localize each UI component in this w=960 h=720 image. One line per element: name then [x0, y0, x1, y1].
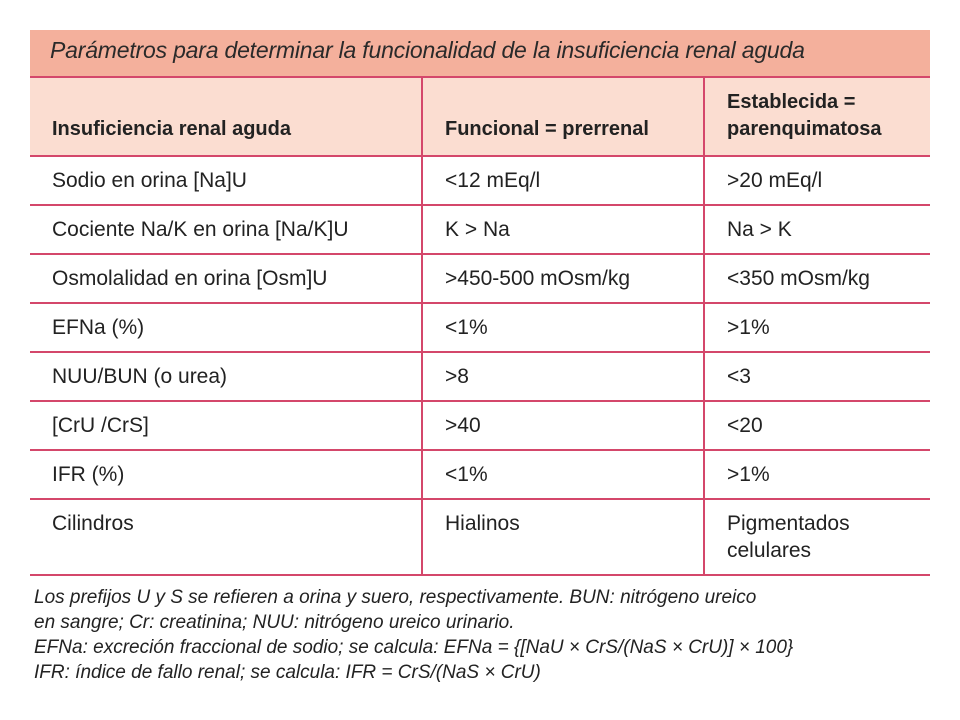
row-label: EFNa (%) [30, 303, 422, 352]
table-row [30, 352, 930, 401]
cell-funcional: <1% [422, 450, 704, 499]
cell-establecida: <350 mOsm/kg [704, 254, 930, 303]
cell-funcional: <12 mEq/l [422, 156, 704, 205]
table-row [30, 499, 930, 575]
row-label: Sodio en orina [Na]U [30, 156, 422, 205]
table-row [30, 303, 930, 352]
cell-establecida: >1% [704, 303, 930, 352]
footnote-line: IFR: índice de fallo renal; se calcula: IFR = CrS/(NaS × CrU) [34, 662, 541, 683]
footnote-line: en sangre; Cr: creatinina; NUU: nitrógeno ureico urinario. [34, 612, 515, 633]
cell-funcional: >450-500 mOsm/kg [422, 254, 704, 303]
cell-establecida: >1% [704, 450, 930, 499]
header-establecida: Establecida = parenquimatosa [704, 78, 930, 156]
table-row [30, 401, 930, 450]
row-label: Osmolalidad en orina [Osm]U [30, 254, 422, 303]
row-label: IFR (%) [30, 450, 422, 499]
cell-establecida: Na > K [704, 205, 930, 254]
cell-establecida: >20 mEq/l [704, 156, 930, 205]
row-label: [CrU /CrS] [30, 401, 422, 450]
cell-funcional: >40 [422, 401, 704, 450]
table-row [30, 254, 930, 303]
header-irá: Insuficiencia renal aguda [30, 78, 422, 156]
footnote-line: Los prefijos U y S se refieren a orina y suero, respectivamente. BUN: nitrógeno ureico [34, 587, 757, 608]
row-label: Cociente Na/K en orina [Na/K]U [30, 205, 422, 254]
row-label: NUU/BUN (o urea) [30, 352, 422, 401]
header-row [30, 78, 930, 156]
table-footnotes [34, 585, 934, 685]
row-label: Cilindros [30, 499, 422, 575]
cell-establecida: <20 [704, 401, 930, 450]
cell-funcional: <1% [422, 303, 704, 352]
table-title-bar [30, 30, 930, 78]
footnote-line: EFNa: excreción fraccional de sodio; se calcula: EFNa = {[NaU × CrS/(NaS × CrU)] × 100} [34, 637, 794, 658]
renal-parameters-table [30, 78, 930, 576]
cell-funcional: >8 [422, 352, 704, 401]
table-title: Parámetros para determinar la funcionalidad de la insuficiencia renal aguda [50, 37, 805, 63]
cell-establecida: Pigmentados celulares [704, 499, 930, 575]
table-row [30, 450, 930, 499]
cell-establecida: <3 [704, 352, 930, 401]
table-row [30, 205, 930, 254]
header-funcional: Funcional = prerrenal [422, 78, 704, 156]
table-row [30, 156, 930, 205]
cell-funcional: Hialinos [422, 499, 704, 575]
cell-funcional: K > Na [422, 205, 704, 254]
